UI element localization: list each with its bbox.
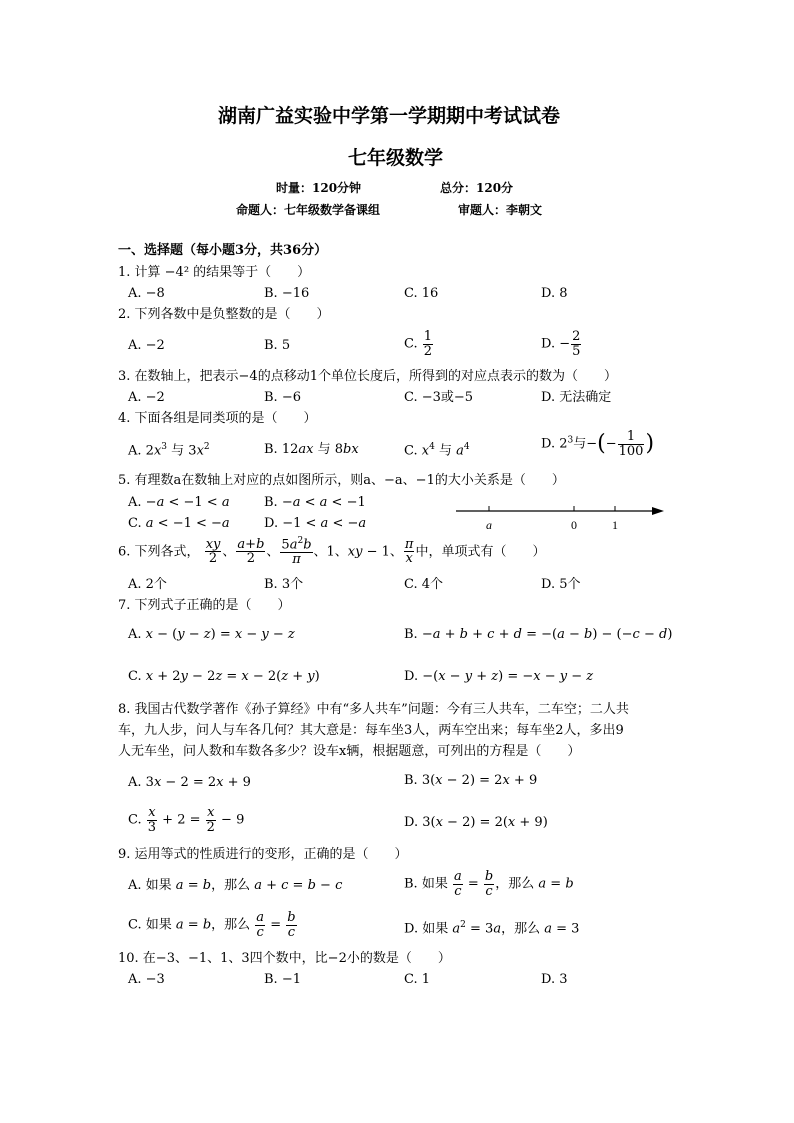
exam-subtitle: 七年级数学 bbox=[348, 147, 444, 169]
q7-option-b: B. −a + b + c + d = −(a − b) − (−c − d) bbox=[404, 627, 673, 642]
q4-option-d: D. $2^3$与−(− $\frac{1}{100}$ ) bbox=[541, 429, 655, 459]
q1-option-a: A. −8 bbox=[128, 286, 165, 301]
q2-option-b: B. 5 bbox=[264, 338, 291, 353]
q1-option-c: C. 16 bbox=[404, 286, 439, 301]
q10-option-a: A. −3 bbox=[128, 972, 165, 987]
q5-option-c: C. a < −1 < −a bbox=[128, 516, 230, 531]
q6-option-d: D. 5个 bbox=[541, 577, 581, 592]
q1-option-d: D. 8 bbox=[541, 286, 568, 301]
q2-option-c: C. $\frac{1}{2}$ bbox=[404, 329, 433, 359]
q2-option-a: A. −2 bbox=[128, 338, 165, 353]
q8-option-d: D. 3(x − 2) = 2(x + 9) bbox=[404, 815, 548, 830]
question-1-stem: 1. 计算 −4² 的结果等于（ ） bbox=[118, 265, 311, 280]
q10-option-b: B. −1 bbox=[264, 972, 301, 987]
exam-author: 命题人：七年级数学备课组 bbox=[236, 203, 381, 217]
q3-option-d: D. 无法确定 bbox=[541, 390, 612, 405]
section-title: 一、选择题（每小题3分，共36分） bbox=[118, 243, 328, 258]
q5-option-b: B. −a < a < −1 bbox=[264, 495, 366, 510]
question-4-stem: 4. 下面各组是同类项的是（ ） bbox=[118, 411, 317, 426]
question-6-stem: 6. 下列各式， $\frac{xy}{2}$ 、 $\frac{a+b}{2}$ 、 $\frac{5a^2b}{\pi}$ 、1、xy − 1、 $\frac{\pi}{x}$ 中，单项式有（ ） bbox=[118, 536, 546, 567]
q2-option-d: D. − $\frac{2}{5}$ bbox=[541, 329, 581, 359]
exam-title: 湖南广益实验中学第一学期期中考试试卷 bbox=[218, 105, 561, 127]
question-8-line-1: 8. 我国古代数学著作《孙子算经》中有“多人共车”问题：今有三人共车，二车空；二人共 bbox=[118, 702, 629, 717]
q3-option-c: C. −3或−5 bbox=[404, 390, 474, 405]
q9-option-b: B. 如果 $\frac{a}{c}$ = $\frac{b}{c}$ ，那么 a = b bbox=[404, 869, 574, 899]
q9-option-c: C. 如果 a = b，那么 $\frac{a}{c}$ = $\frac{b}{c}$ bbox=[128, 910, 296, 940]
q9-option-a: A. 如果 a = b，那么 a + c = b − c bbox=[128, 878, 343, 893]
q4-option-c: C. $x^4$ 与 $a^4$ bbox=[404, 442, 470, 459]
q6-option-a: A. 2个 bbox=[128, 577, 167, 592]
question-9-stem: 9. 运用等式的性质进行的变形，正确的是（ ） bbox=[118, 847, 408, 862]
q1-option-b: B. −16 bbox=[264, 286, 310, 301]
q3-option-a: A. −2 bbox=[128, 390, 165, 405]
question-5-stem: 5. 有理数a在数轴上对应的点如图所示，则a、−a、−1的大小关系是（ ） bbox=[118, 473, 565, 488]
q8-option-b: B. 3(x − 2) = 2x + 9 bbox=[404, 773, 538, 788]
axis-label-zero: 0 bbox=[571, 518, 577, 532]
q5-option-d: D. −1 < a < −a bbox=[264, 516, 367, 531]
axis-label-one: 1 bbox=[612, 518, 618, 532]
q6-option-b: B. 3个 bbox=[264, 577, 304, 592]
question-8-line-2: 车，九人步，问人与车各几何？其大意是：每车坐3人，两车空出来；每车坐2人，多出9 bbox=[118, 723, 624, 738]
q7-option-c: C. x + 2y − 2z = x − 2(z + y) bbox=[128, 669, 320, 684]
question-10-stem: 10. 在−3、−1、1、3四个数中，比−2小的数是（ ） bbox=[118, 951, 451, 966]
q5-option-a: A. −a < −1 < a bbox=[128, 495, 230, 510]
q10-option-c: C. 1 bbox=[404, 972, 431, 987]
question-3-stem: 3. 在数轴上，把表示−4的点移动1个单位长度后，所得到的对应点表示的数为（ ） bbox=[118, 369, 617, 384]
q10-option-d: D. 3 bbox=[541, 972, 568, 987]
q4-option-a: A. $2x^3$ 与 $3x^2$ bbox=[128, 442, 210, 459]
q8-option-c: C. $\frac{x}{3}$ + 2 = $\frac{x}{2}$ − 9 bbox=[128, 805, 245, 835]
q3-option-b: B. −6 bbox=[264, 390, 301, 405]
question-7-stem: 7. 下列式子正确的是（ ） bbox=[118, 598, 291, 613]
q4-option-b: B. 12ax 与 8bx bbox=[264, 442, 359, 457]
q7-option-a: A. x − (y − z) = x − y − z bbox=[128, 627, 295, 642]
q9-option-d: D. 如果 $a^2 = 3a$，那么 a = 3 bbox=[404, 920, 580, 937]
q8-option-a: A. 3x − 2 = 2x + 9 bbox=[128, 775, 251, 790]
q6-option-c: C. 4个 bbox=[404, 577, 444, 592]
question-2-stem: 2. 下列各数中是负整数的是（ ） bbox=[118, 307, 330, 322]
exam-time: 时量：120分钟 bbox=[276, 181, 362, 195]
axis-label-a: a bbox=[486, 518, 492, 532]
q7-option-d: D. −(x − y + z) = −x − y − z bbox=[404, 669, 594, 684]
question-8-line-3: 人无车坐，问人数和车数各多少？设车x辆，根据题意，可列出的方程是（ ） bbox=[118, 744, 581, 759]
number-line bbox=[452, 500, 668, 534]
exam-total: 总分：120分 bbox=[440, 181, 514, 195]
exam-reviewer: 审题人：李朝文 bbox=[458, 203, 543, 217]
